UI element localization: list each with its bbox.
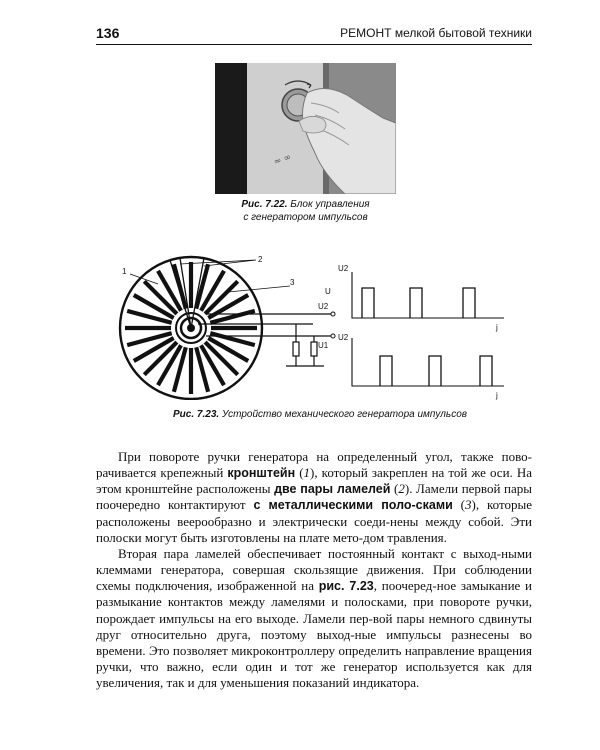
term-strips: сками [415,498,453,513]
label-u1: U1 [318,341,329,350]
bottom-time-label: j [496,391,498,400]
text-run: показаний индикатора. [292,675,420,691]
caption-text: с генератором импульсов [243,212,368,223]
text-run: , поочеред- [373,578,437,594]
paragraph [96,546,532,691]
paragraph [96,449,532,546]
text-run: ), который закреплен на той же [310,465,486,481]
figure-reference: рис. 7.23 [318,579,374,594]
ref-number: 1 [303,465,311,481]
callout-3: 3 [290,278,295,287]
text-run: рачивается крепежный [96,465,228,481]
text-run: дом травления. [363,529,447,545]
text-run: ( [390,481,399,497]
running-title: РЕМОНТ мелкой бытовой техники [340,26,532,40]
text-run: же генератор используется как для увеличения, так и для уменьшения [96,659,532,691]
text-run: ( [295,465,304,481]
text-run: ( [452,497,466,513]
callout-1: 1 [122,267,127,276]
caption-text: Устройство механического генератора импульсов [221,409,467,420]
text-run: ), которые расположены веерообразно и электрически соеди- [96,497,532,529]
text-run: ные импульсы разнесены во времени. Это позволяет микроконтроллеру [96,626,532,658]
text-run: При повороте ручки генератора на определенный угол, также пово- [118,449,532,464]
impulse-generator-diagram [118,252,520,400]
body-text [96,449,532,691]
caption-text: Блок управления [290,199,370,210]
svg-text:≈ ∞: ≈ ∞ [272,152,293,168]
term-bracket: кронштейн [227,466,296,481]
text-run: ное замыкание и размыкание контактов между ламелями и полосками, [96,578,532,610]
figure-7-23-caption [150,409,490,420]
figure-label: Рис. 7.22. [241,199,288,210]
control-unit-photo [215,63,396,194]
figure-7-22-caption [215,198,396,224]
term-lamellae: две пары ламелей [274,482,391,497]
text-run: ными клеммами генератора, совершая скользящие движения. При [96,545,532,578]
term-strips: с металлическими поло- [253,498,416,513]
ref-number: 2 [398,481,405,497]
page-number: 136 [96,25,120,41]
label-u2: U2 [318,302,329,311]
top-time-label: j [496,323,498,332]
text-run: первой пары поочередно контактируют [96,481,533,513]
label-u: U [325,287,331,296]
running-header [96,22,532,45]
text-run: нены между собой. Эти полоски могут быть изготовлены на плате мето- [96,513,532,545]
text-run: соблюдении схемы подключения, изображенной на [96,562,532,594]
top-axis-label: U2 [338,264,349,273]
figure-label: Рис. 7.23. [173,409,220,420]
text-run: оси. На этом кронштейне расположены [96,465,532,497]
text-run: Вторая пара ламелей обеспечивает постоянный контакт с выход- [118,545,502,561]
ref-number: 3 [465,497,472,513]
text-run: ). Ламели [404,481,459,497]
text-run: при повороте ручки, порождает импульсы на его выходе. Ламели пер- [96,594,532,626]
callout-2: 2 [258,255,263,264]
text-run: определить направление вращения ручки, что важно, если один и тот [96,642,532,675]
text-run: вой пары немного сдвинуты друг относительно друга, поэтому выход- [96,610,532,642]
bottom-axis-label: U2 [338,333,349,342]
